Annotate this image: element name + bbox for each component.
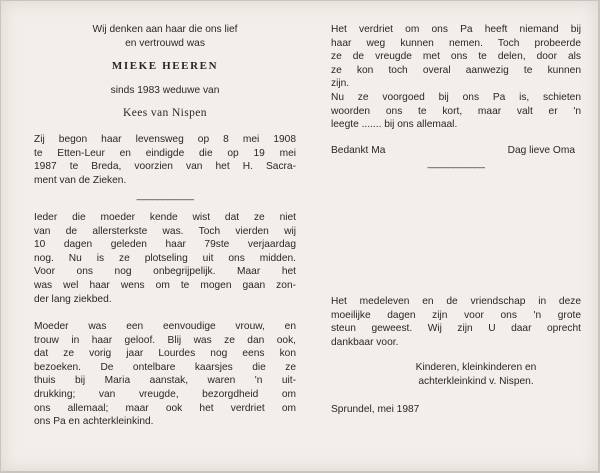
text-line: woorden ons te kort, maar valt er 'n <box>331 105 581 117</box>
deceased-name: MIEKE HEEREN <box>111 60 219 73</box>
text-line: steun geweest. Wij zijn U daar oprecht <box>331 323 581 335</box>
text-line: drukking; van vreugde, bezorgdheid om <box>34 389 296 401</box>
text-line: thuis bij Maria aanstak, waren 'n uit- <box>34 375 296 387</box>
text-line: nog. Nu is ze plotseling uit ons midden. <box>34 252 296 264</box>
text-line: trouw in haar geloof. Blij was ze dan ook, <box>34 334 296 346</box>
paragraph-grief <box>331 23 581 132</box>
text-line: te Etten-Leur en eindigde die op 19 mei <box>34 147 296 159</box>
paragraph-mother <box>34 211 296 306</box>
farewell-row <box>331 144 581 158</box>
text-line: leegte ....... bij ons allemaal. <box>331 119 458 131</box>
text-line: Nu ze voorgoed bij ons Pa is, schieten <box>331 91 581 103</box>
paragraph-life-dates <box>34 133 296 187</box>
text-line: Moeder was een eenvoudige vrouw, en <box>34 321 296 333</box>
paragraph-thanks <box>331 295 581 349</box>
farewell-left: Bedankt Ma <box>331 144 386 156</box>
text-line: Het verdriet om ons Pa heeft niemand bij <box>331 24 581 35</box>
signature-line: Kinderen, kleinkinderen en <box>415 362 537 374</box>
text-line: bezoeken. De ontelbare kaarsjes die ze <box>34 361 296 373</box>
text-line: ons allemaal; maar ook het verdriet om <box>34 402 296 414</box>
text-line: Zij begon haar levensweg op 8 mei 1908 <box>34 133 296 145</box>
text-line: Ieder die moeder kende wist dat ze niet <box>34 211 296 223</box>
signature <box>331 361 581 388</box>
text-line: 1987 te Breda, voorzien van het H. Sacra- <box>34 161 296 173</box>
intro-line-1: Wij denken aan haar die ons lief <box>92 24 238 35</box>
intro-line-2: en vertrouwd was <box>125 37 205 49</box>
widow-line: sinds 1983 weduwe van <box>110 84 220 96</box>
text-line: was wel haar wens om te mogen gaan zon- <box>34 279 296 291</box>
paragraph-faith <box>34 320 296 429</box>
text-line: dankbaar voor. <box>331 336 399 348</box>
text-line: der lang ziekbed. <box>34 293 112 305</box>
memorial-card <box>1 1 598 471</box>
place-date: Sprundel, mei 1987 <box>331 403 420 415</box>
left-page <box>34 23 296 429</box>
text-line: moeilijke dagen zijn voor ons 'n grote <box>331 309 581 321</box>
text-line: ze de vreugde met ons te delen, door als <box>331 51 581 63</box>
text-line: ment van de Zieken. <box>34 174 127 186</box>
text-line: dat ze vorig jaar Lourdes nog eens kon <box>34 348 296 360</box>
separator: ___________ <box>136 190 194 202</box>
text-line: zijn. <box>331 78 350 90</box>
farewell-right: Dag lieve Oma <box>507 144 575 156</box>
husband-name: Kees van Nispen <box>123 107 207 120</box>
signature-line: achterkleinkind v. Nispen. <box>418 375 534 387</box>
text-line: Voor ons nog onbegrijpelijk. Maar het <box>34 266 296 278</box>
text-line: Het medeleven en de vriendschap in deze <box>331 295 581 307</box>
text-line: 10 dagen geleden haar 79ste verjaardag <box>34 239 296 251</box>
text-line: ons Pa en achterkleinkind. <box>34 416 154 428</box>
text-line: haar weg kunnen nemen. Toch probeerde <box>331 37 581 49</box>
text-line: van de allersterkste was. Toch vierden wij <box>34 225 296 237</box>
right-page <box>331 23 581 416</box>
text-line: ze kon toch overal aanwezig te kunnen <box>331 64 581 76</box>
separator: ___________ <box>427 158 485 170</box>
